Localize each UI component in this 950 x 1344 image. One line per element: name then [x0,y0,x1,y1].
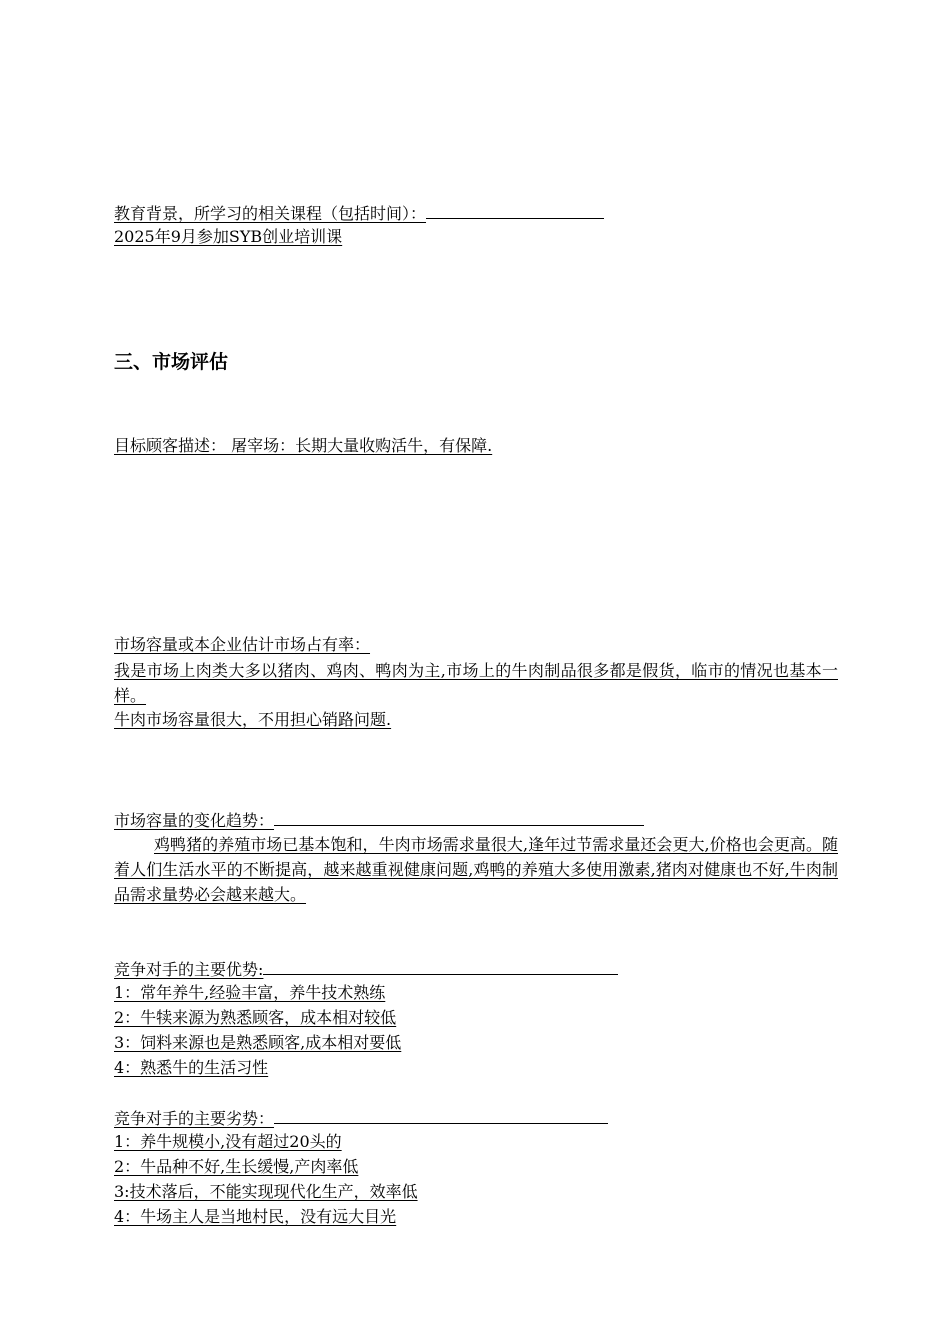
market-trend-label-line [114,807,644,833]
blank-line [263,956,618,975]
market-capacity-para1: 我是市场上肉类大多以猪肉、鸡肉、鸭肉为主,市场上的牛肉制品很多都是假货，临市的情况也基本一样。 [114,661,838,705]
list-item: 2：牛犊来源为熟悉顾客，成本相对较低 [114,1008,397,1027]
market-trend-para: 鸡鸭猪的养殖市场已基本饱和，牛肉市场需求量很大,逢年过节需求量还会更大,价格也会更高。随着人们生活水平的不断提高，越来越重视健康问题,鸡鸭的养殖大多使用激素,猪肉对健康也不好,牛肉制品需求量势必会越来越大。 [114,835,838,904]
list-item: 3:技术落后，不能实现现代化生产，效率低 [114,1182,418,1201]
list-item: 1：养牛规模小,没有超过20头的 [114,1132,342,1151]
list-item: 2：牛品种不好,生长缓慢,产肉率低 [114,1157,359,1176]
education-label-line [114,200,604,226]
list-item: 4：牛场主人是当地村民，没有远大目光 [114,1207,397,1226]
section-title: 三、市场评估 [114,351,229,373]
target-customer: 目标顾客描述： 屠宰场：长期大量收购活牛，有保障. [114,436,493,455]
blank-line [274,807,644,826]
market-capacity-para2: 牛肉市场容量很大，不用担心销路问题. [114,710,392,729]
education-label: 教育背景，所学习的相关课程（包括时间）： [114,204,427,223]
blank-line [426,200,604,219]
market-trend-label: 市场容量的变化趋势： [114,811,275,830]
list-item: 3：饲料来源也是熟悉顾客,成本相对要低 [114,1033,402,1052]
competitor-weaknesses-label-line [114,1105,608,1131]
competitor-strengths-label: 竞争对手的主要优势: [114,960,264,979]
market-capacity-label: 市场容量或本企业估计市场占有率： [114,635,371,654]
list-item: 1：常年养牛,经验丰富，养牛技术熟练 [114,983,386,1002]
blank-line [274,1105,608,1124]
list-item: 4：熟悉牛的生活习性 [114,1058,269,1077]
market-capacity-label-line [114,633,370,657]
education-course: 2025年9月参加SYB创业培训课 [114,227,343,246]
competitor-strengths-label-line [114,956,618,982]
competitor-weaknesses-label: 竞争对手的主要劣势： [114,1109,275,1128]
